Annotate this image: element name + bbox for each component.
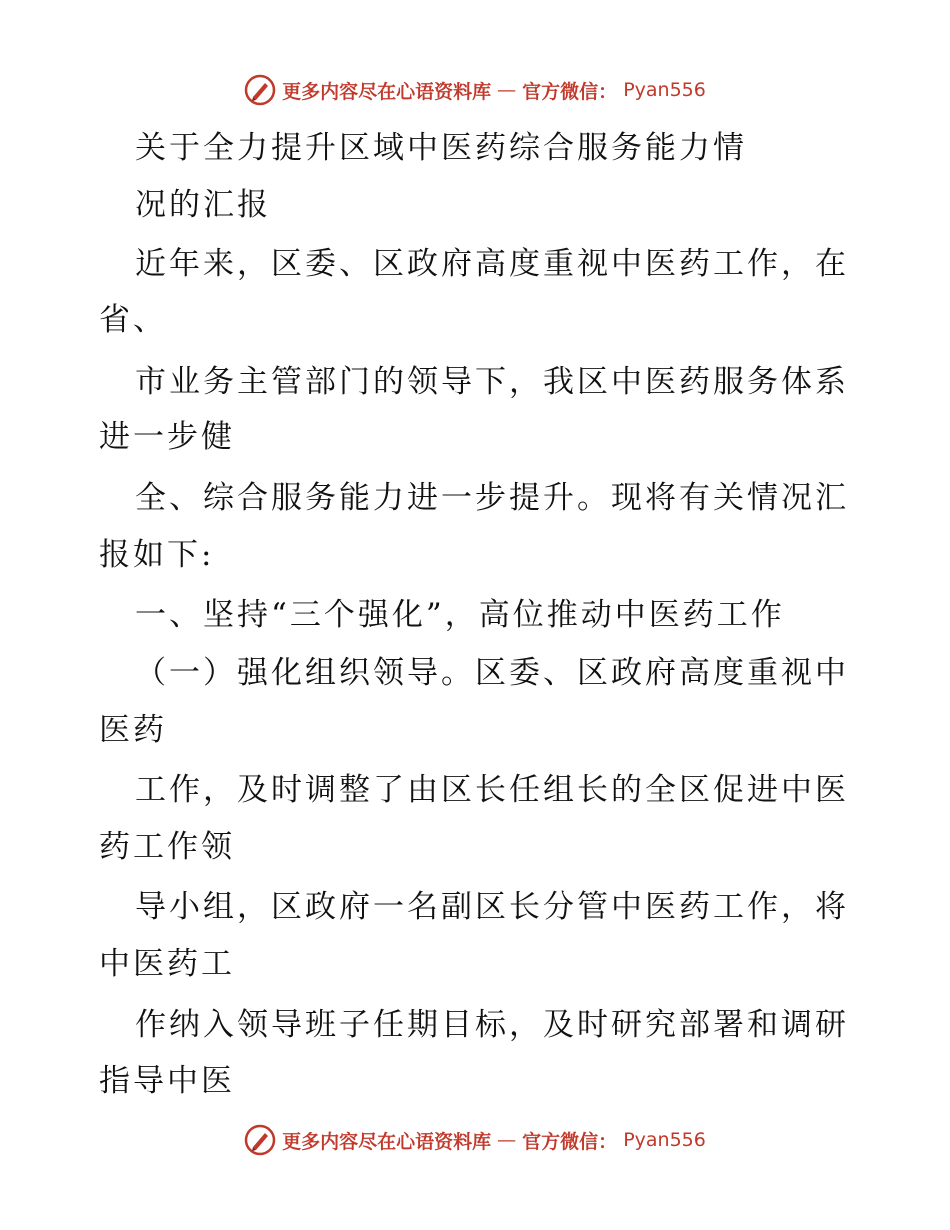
watermark-label: 官方微信： (522, 1130, 618, 1153)
header-watermark (0, 72, 950, 108)
paragraph-line: （一）强化组织领导。区委、区政府高度重视中 (135, 655, 849, 691)
watermark-id: Pyan556 (623, 1129, 706, 1151)
paragraph-line: 近年来，区委、区政府高度重视中医药工作，在 (135, 246, 849, 282)
paragraph-line: 省、 (99, 302, 167, 338)
paragraph-line: 医药 (99, 712, 167, 748)
paragraph-line: 进一步健 (99, 419, 235, 455)
watermark-separator: — (497, 79, 517, 101)
document-title-line-2: 况的汇报 (135, 187, 271, 223)
pen-logo-icon (244, 1124, 276, 1156)
footer-watermark (0, 1122, 950, 1158)
paragraph-line: 指导中医 (99, 1063, 235, 1099)
paragraph-line: 工作，及时调整了由区长任组长的全区促进中医 (135, 772, 849, 808)
pen-logo-icon (244, 74, 276, 106)
paragraph-line: 报如下: (99, 537, 215, 573)
watermark-label: 官方微信： (522, 80, 618, 103)
watermark-text: 更多内容尽在心语资料库 (282, 80, 492, 103)
paragraph-line: 市业务主管部门的领导下，我区中医药服务体系 (135, 364, 849, 400)
document-title-line-1: 关于全力提升区域中医药综合服务能力情 (135, 130, 747, 166)
paragraph-line: 全、综合服务能力进一步提升。现将有关情况汇 (135, 480, 849, 516)
paragraph-line: 药工作领 (99, 829, 235, 865)
paragraph-line: 中医药工 (99, 946, 235, 982)
watermark-separator: — (497, 1129, 517, 1151)
watermark-id: Pyan556 (623, 79, 706, 101)
paragraph-line: 作纳入领导班子任期目标，及时研究部署和调研 (135, 1007, 849, 1043)
watermark-text: 更多内容尽在心语资料库 (282, 1130, 492, 1153)
section-heading: 一、坚持“三个强化”，高位推动中医药工作 (135, 597, 785, 633)
paragraph-line: 导小组，区政府一名副区长分管中医药工作，将 (135, 889, 849, 925)
